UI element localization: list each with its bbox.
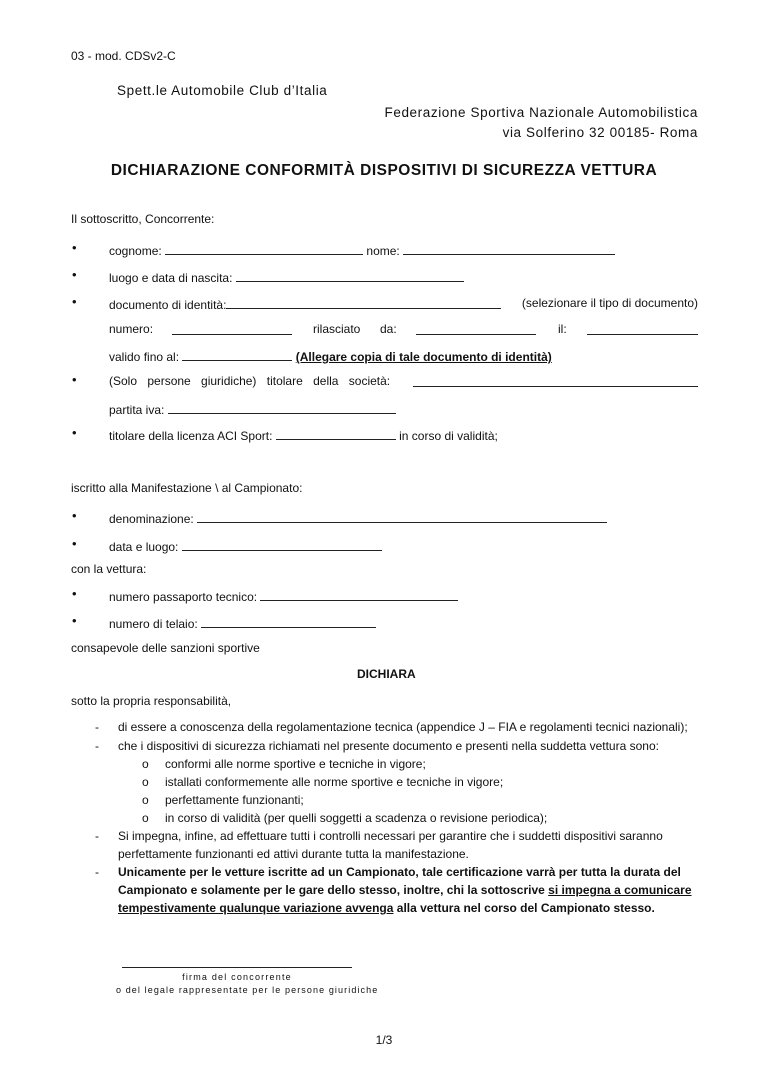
federation-name: Federazione Sportiva Nazionale Automobilistica [384,105,698,120]
declares-heading: DICHIARA [357,667,416,681]
license-row [109,427,498,443]
aware-text: consapevole delle sanzioni sportive [71,641,260,655]
subitem-2: istallati conformemente alle norme sportive e tecniche in vigore; [165,775,504,789]
number-field[interactable] [172,322,292,335]
dash: - [95,829,99,843]
bullet: • [72,425,77,440]
bullet: • [72,508,77,523]
page-number: 1/3 [375,1033,393,1047]
issued-on-field[interactable] [587,322,698,335]
valid-row [109,348,552,364]
birth-label: luogo e data di nascita: [109,271,233,285]
company-label: (Solo persone giuridiche) titolare della società: [109,374,391,388]
license-field[interactable] [276,427,396,440]
vat-field[interactable] [168,401,396,414]
document-label: documento di identità: [109,298,227,312]
issued-on-label: il: [558,322,567,336]
company-field[interactable] [413,374,698,387]
declaration-4-line2-text: Campionato e solamente per le gare dello stesso, inoltre, chi la sottoscrive [118,883,549,897]
birth-field[interactable] [236,269,464,282]
dash: - [95,720,99,734]
document-field[interactable] [226,296,501,309]
declaration-4-variation: tempestivamente qualunque variazione avvenga [118,901,394,915]
attach-note: (Allegare copia di tale documento di identità) [295,350,552,364]
passport-field[interactable] [260,588,458,601]
bullet: • [72,536,77,551]
form-code: 03 - mod. CDSv2-C [71,49,176,63]
declaration-4-commitment: si impegna a comunicare [548,883,692,897]
name-field[interactable] [403,242,615,255]
addressee: Spett.le Automobile Club d’Italia [117,83,328,98]
declaration-1: di essere a conoscenza della regolamentazione tecnica (appendice J – FIA e regolamenti tecnici nazionali); [118,720,688,734]
valid-field[interactable] [182,348,292,361]
signature-line[interactable] [122,967,352,968]
passport-row [109,588,458,604]
bullet: • [72,372,77,387]
bullet: • [72,294,77,309]
chassis-field[interactable] [201,615,376,628]
event-date-row [109,538,382,554]
event-date-field[interactable] [182,538,382,551]
subitem-1: conformi alle norme sportive e tecniche in vigore; [165,757,426,771]
declaration-4-line3 [118,901,655,915]
issued-by-label: da: [380,322,397,336]
event-name-row [109,510,607,526]
car-intro: con la vettura: [71,562,147,576]
document-row [109,296,501,312]
surname-label: cognome: [109,244,162,258]
bullet: • [72,586,77,601]
passport-label: numero passaporto tecnico: [109,590,258,604]
name-label: nome: [366,244,400,258]
valid-label: valido fino al: [109,350,180,364]
number-label: numero: [109,322,154,336]
signature-sublabel: o del legale rappresentate per le persone giuridiche [116,985,379,995]
birth-row [109,269,464,285]
bullet: • [72,240,77,255]
responsibility-text: sotto la propria responsabilità, [71,694,232,708]
declaration-4-line2 [118,883,692,897]
surname-row [109,242,615,258]
circle-bullet: o [142,793,149,807]
event-name-label: denominazione: [109,512,194,526]
issued-by-field[interactable] [416,322,536,335]
declaration-4-line3-text: alla vettura nel corso del Campionato stesso. [393,901,655,915]
declaration-2: che i dispositivi di sicurezza richiamati nel presente documento e presenti nella suddetta vettura sono: [118,739,659,753]
vat-label: partita iva: [109,403,165,417]
circle-bullet: o [142,811,149,825]
declaration-3-line2: perfettamente funzionanti ed attivi durante tutta la manifestazione. [118,847,469,861]
circle-bullet: o [142,757,149,771]
vat-row [109,401,396,417]
circle-bullet: o [142,775,149,789]
event-intro: iscritto alla Manifestazione \ al Campionato: [71,481,303,495]
declaration-3-line1: Si impegna, infine, ad effettuare tutti i controlli necessari per garantire che i suddetti dispositivi saranno [118,829,663,843]
bullet: • [72,613,77,628]
document-note: (selezionare il tipo di documento) [521,296,698,310]
surname-field[interactable] [165,242,363,255]
license-label: titolare della licenza ACI Sport: [109,429,273,443]
subitem-4: in corso di validità (per quelli soggetti a scadenza o revisione periodica); [165,811,548,825]
issued-label: rilasciato [313,322,361,336]
event-date-label: data e luogo: [109,540,179,554]
validity-label: in corso di validità; [399,429,498,443]
subitem-3: perfettamente funzionanti; [165,793,304,807]
chassis-label: numero di telaio: [109,617,198,631]
declaration-4-line1: Unicamente per le vetture iscritte ad un Campionato, tale certificazione varrà per tutta la durata del [118,865,681,879]
dash: - [95,865,99,879]
bullet: • [72,267,77,282]
dash: - [95,739,99,753]
intro-text: Il sottoscritto, Concorrente: [71,212,215,226]
page-title: DICHIARAZIONE CONFORMITÀ DISPOSITIVI DI SICUREZZA VETTURA [110,162,658,179]
signature-label: firma del concorrente [182,972,292,982]
federation-address: via Solferino 32 00185- Roma [502,125,698,140]
event-name-field[interactable] [197,510,607,523]
chassis-row [109,615,376,631]
